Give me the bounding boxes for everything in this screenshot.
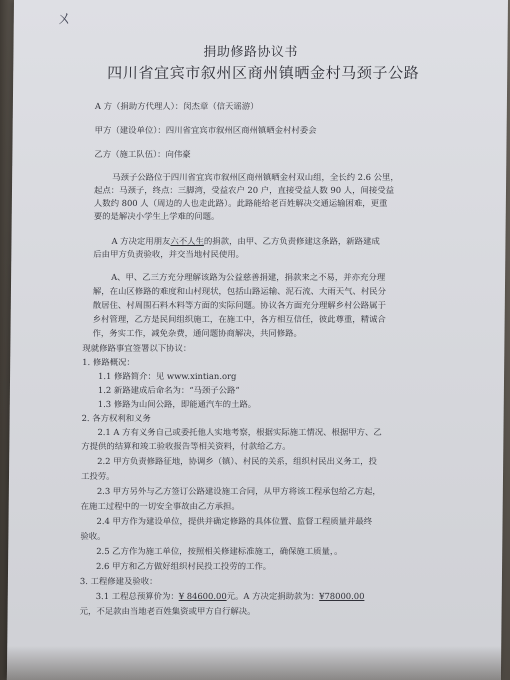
paragraph-2-line-1 (111, 235, 379, 248)
paragraph-3-line-2: 解，在山区修路的难度和山村现状，包括山路运输、泥石流、大雨天气、村民分 (92, 286, 387, 296)
section-3-1-prefix: 3.1 工程总预算价为： (95, 591, 179, 601)
bottom-shadow (7, 646, 501, 680)
section-2-4-line-2: 验收。 (80, 531, 106, 541)
paragraph-1-line-3: 人数约 800 人（周边的人也走此路）。此路能给老百姓解决交通运输困难，更重 (93, 198, 388, 208)
paragraph-3-line-3: 散居住、村周围石料木料等方面的实际问题。协议各方面充分理解乡村公路属于 (92, 300, 386, 310)
section-3-1-line-1 (96, 590, 365, 603)
paragraph-1-line-1: 马颈子公路位于四川省宜宾市叙州区商州镇晒金村双山组，全长约 2.6 公里， (112, 172, 399, 182)
section-3-1-mid: 元。A 方决定捐助款为： (226, 591, 320, 601)
donation-amount: ¥78000.00 (319, 591, 365, 601)
section-2-1-line-2: 方提供的结算和竣工验收报告等相关资料，付款给乙方。 (81, 441, 291, 451)
paragraph-3-line-4: 乡村管理，乙方是民间组织施工，在施工中，各方相互信任，彼此尊重，精诚合 (92, 314, 386, 324)
paragraph-3-line-5: 作，务实工作，减免杂费，通问题协商解决，共同修路。 (92, 328, 302, 338)
section-2-2-line-1: 2.2 甲方负责修路征地，协调乡（镇）、村民的关系，组织村民出义务工，投 (97, 456, 378, 466)
donor-name: 六不人生 (170, 236, 204, 246)
section-2-6: 2.6 甲方和乙方做好组织村民投工投劳的工作。 (96, 561, 272, 571)
section-1-1: 1.1 修路简介：见 www.xintian.org (98, 371, 237, 381)
section-2-3-line-2: 在施工过程中的一切安全事故由乙方承担。 (80, 501, 240, 511)
section-3-heading: 3. 工程修建及验收： (79, 576, 158, 586)
section-2-heading: 2. 各方权利和义务 (81, 413, 151, 423)
paragraph-2-prefix: A 方决定用朋友 (111, 236, 171, 246)
paragraph-3-line-1: A、甲、乙三方充分理解该路为公益慈善捐建，捐款来之不易，并亦充分理 (111, 272, 386, 282)
paragraph-2-suffix: 的捐款，由甲、乙方负责修建这条路，新路建成 (203, 236, 380, 246)
party-yi: 乙方（施工队伍）：向伟豪 (94, 149, 191, 159)
party-jia: 甲方（建设单位）：四川省宜宾市叙州区商州镇晒金村村委会 (94, 125, 317, 135)
section-2-4-line-1: 2.4 甲方作为建设单位，提供并确定修路的具体位置、监督工程质量并最终 (96, 516, 373, 526)
paragraph-1-line-4: 要的是解决小学生上学难的问题。 (93, 211, 220, 221)
document-paper (7, 0, 508, 680)
section-2-5: 2.5 乙方作为施工单位，按照相关修建标准施工，确保施工质量，。 (96, 546, 343, 556)
paragraph-2-line-2: 后由甲方负责验收，并交当地村民使用。 (93, 249, 245, 259)
section-2-3-line-1: 2.3 甲方另外与乙方签订公路建设施工合同，从甲方将该工程承包给乙方起， (96, 486, 381, 496)
paragraph-1-line-2: 起点：马颈子，终点：三脚湾，受益农户 20 户，直接受益人数 90 人，间接受益 (93, 185, 395, 195)
section-1-3: 1.3 修路为山间公路，即能通汽车的土路。 (97, 399, 257, 409)
section-1-2: 1.2 新路建成后命名为：“马颈子公路” (97, 385, 240, 395)
document-title: 捐助修路协议书 (203, 45, 299, 60)
section-3-1-line-2: 元，不足款由当地老百姓集资或甲方自行解决。 (79, 606, 256, 616)
section-2-1-line-1: 2.1 A 方有义务自己或委托他人实地考察，根据实际施工情况、根据甲方、乙 (97, 427, 382, 437)
section-1-heading: 1. 修路概况： (82, 357, 135, 367)
section-2-2-line-2: 工投劳。 (80, 471, 115, 481)
party-a: A 方（捐助方代理人）：闵杰章（信天谣游） (94, 101, 259, 111)
pen-mark: ㄨ (55, 8, 74, 30)
budget-amount: ¥ 84600.00 (178, 591, 227, 601)
agreement-intro: 现就修路事宜签署以下协议： (82, 343, 192, 353)
document-subtitle: 四川省宜宾市叙州区商州镇晒金村马颈子公路 (107, 64, 420, 82)
